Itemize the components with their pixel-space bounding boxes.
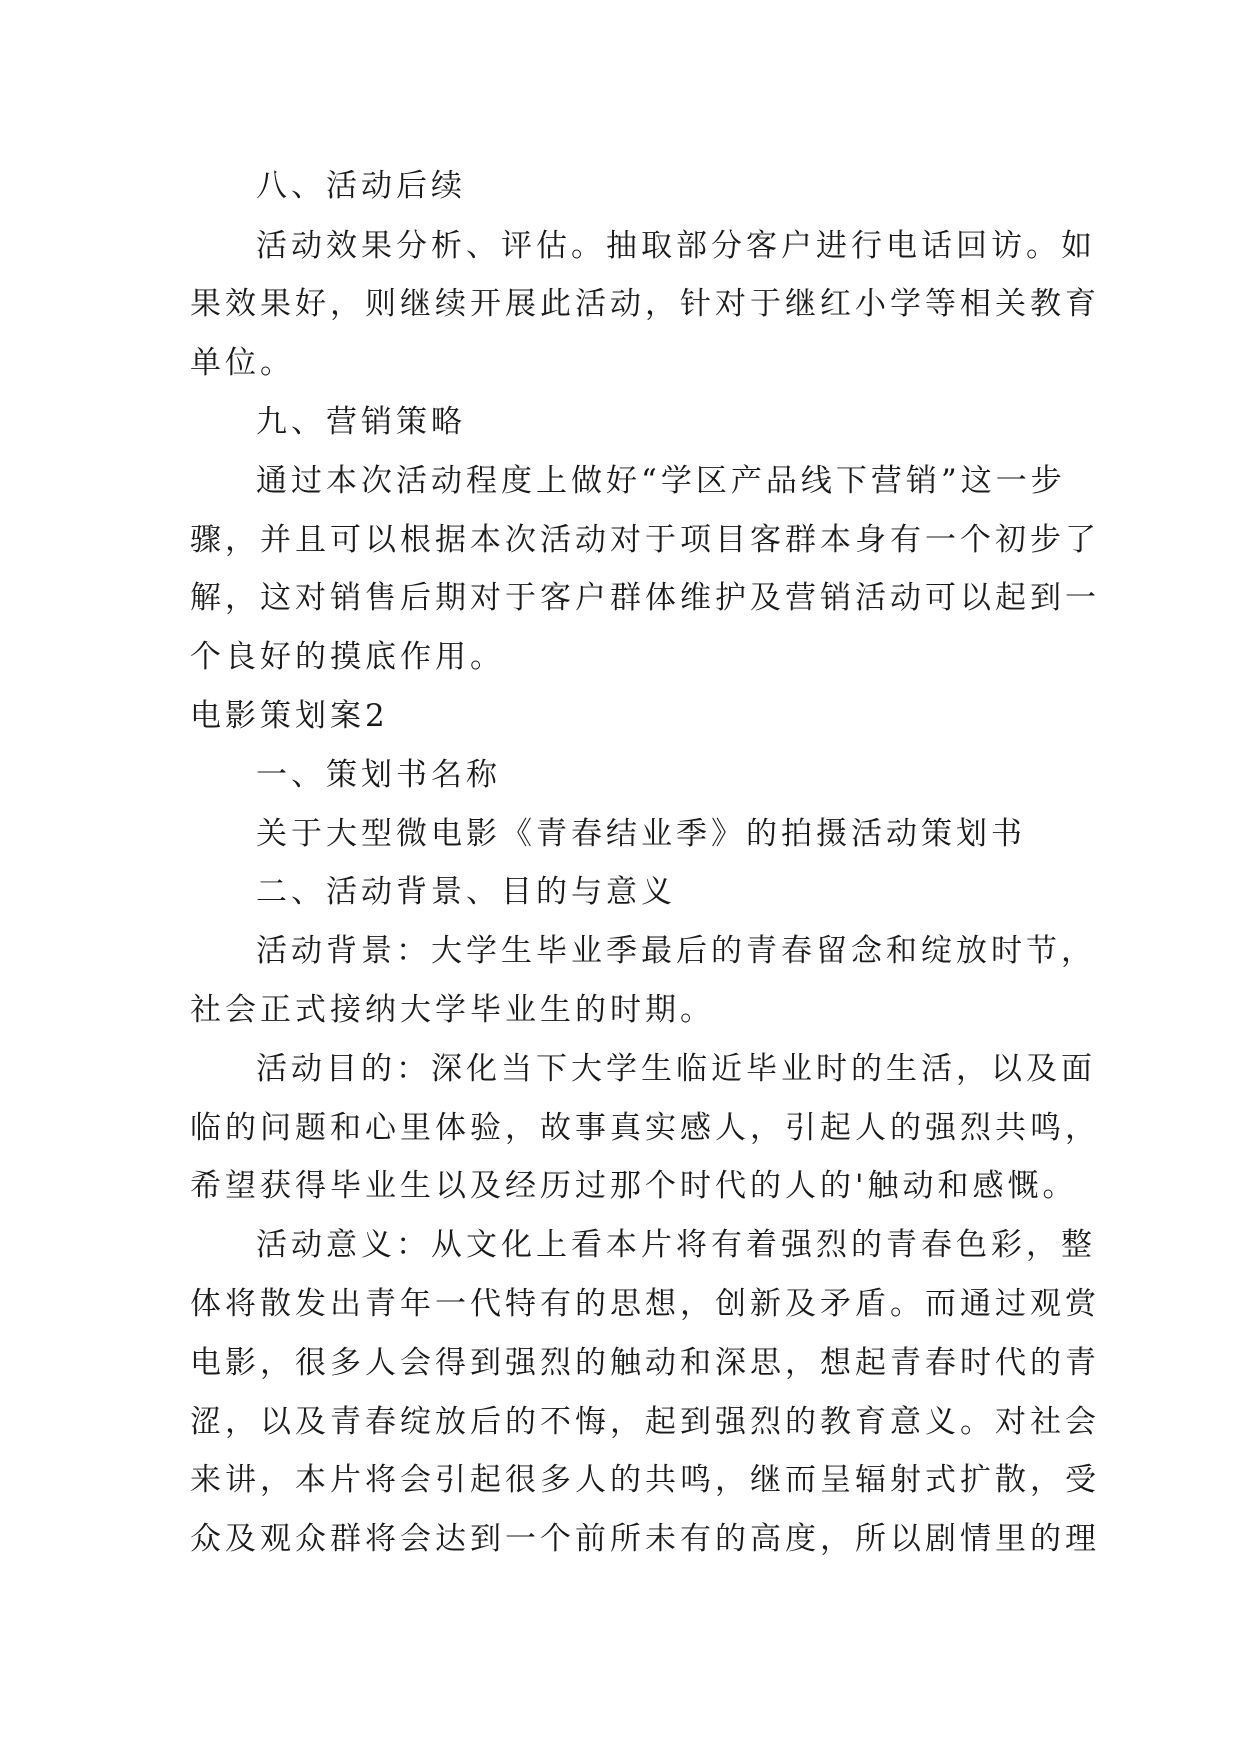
paragraph-line: 果效果好，则继续开展此活动，针对于继红小学等相关教育 [190, 286, 1100, 322]
paragraph-line: 来讲，本片将会引起很多人的共鸣，继而呈辐射式扩散，受 [190, 1462, 1100, 1498]
paragraph-line: 解，这对销售后期对于客户群体维护及营销活动可以起到一 [190, 580, 1100, 616]
paragraph-line: 社会正式接纳大学毕业生的时期。 [190, 992, 715, 1028]
paragraph-line: 个良好的摸底作用。 [190, 639, 505, 675]
paragraph-line: 众及观众群将会达到一个前所未有的高度，所以剧情里的理 [190, 1521, 1100, 1557]
paragraph-line: 骤，并且可以根据本次活动对于项目客群本身有一个初步了 [190, 522, 1100, 558]
paragraph-line: 单位。 [190, 345, 295, 381]
document-title: 电影策划案2 [190, 698, 389, 734]
section-heading-1: 一、策划书名称 [256, 757, 501, 793]
paragraph-line: 电影，很多人会得到强烈的触动和深思，想起青春时代的青 [190, 1345, 1100, 1381]
paragraph-line: 活动目的：深化当下大学生临近毕业时的生活，以及面 [256, 1051, 1096, 1087]
paragraph-line: 通过本次活动程度上做好“学区产品线下营销”这一步 [256, 463, 1066, 499]
paragraph-line: 临的问题和心里体验，故事真实感人，引起人的强烈共鸣， [190, 1110, 1100, 1146]
section-heading-2: 二、活动背景、目的与意义 [256, 874, 676, 910]
paragraph-line: 活动背景：大学生毕业季最后的青春留念和绽放时节， [256, 933, 1096, 969]
paragraph-line: 活动意义：从文化上看本片将有着强烈的青春色彩，整 [256, 1227, 1096, 1263]
paragraph-line: 体将散发出青年一代特有的思想，创新及矛盾。而通过观赏 [190, 1286, 1100, 1322]
section-heading-9: 九、营销策略 [256, 404, 466, 440]
paragraph-line: 关于大型微电影《青春结业季》的拍摄活动策划书 [256, 816, 1026, 852]
paragraph-line: 涩，以及青春绽放后的不悔，起到强烈的教育意义。对社会 [190, 1404, 1100, 1440]
paragraph-line: 活动效果分析、评估。抽取部分客户进行电话回访。如 [256, 228, 1096, 264]
paragraph-line: 希望获得毕业生以及经历过那个时代的人的'触动和感慨。 [190, 1168, 1078, 1204]
section-heading-8: 八、活动后续 [256, 168, 466, 204]
